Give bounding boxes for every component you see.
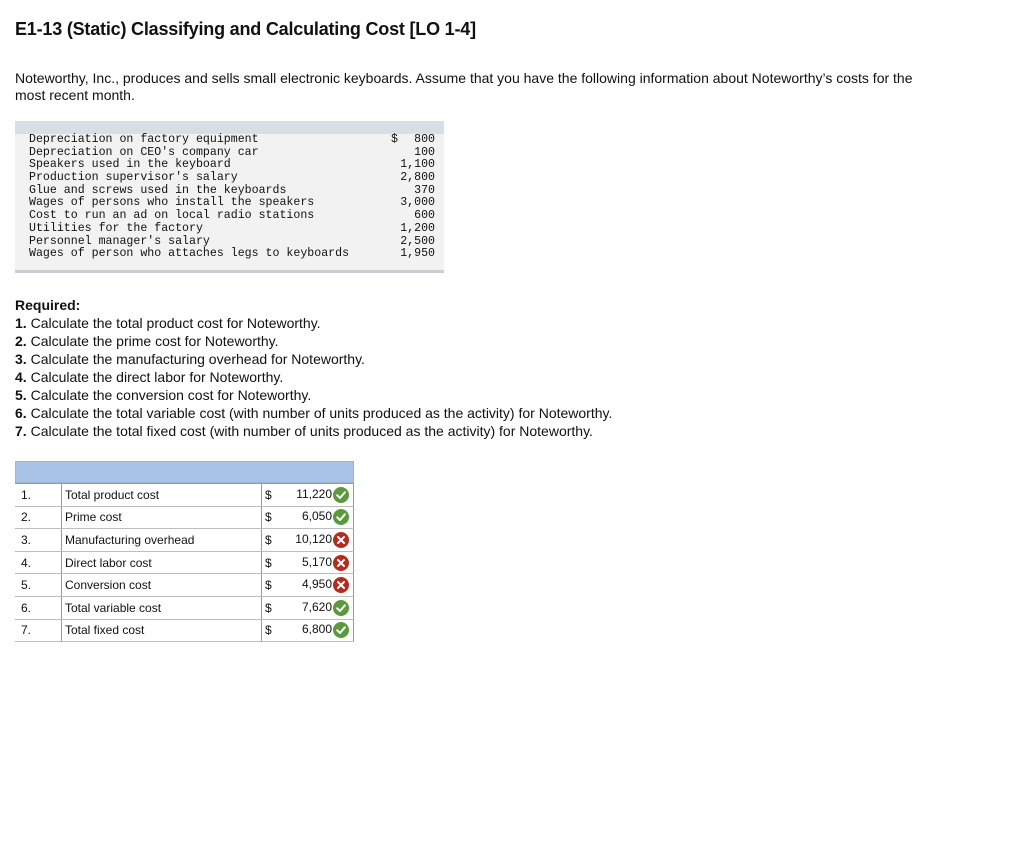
required-item-text: Calculate the total fixed cost (with number of units produced as the activity) for Noteworthy. — [30, 423, 593, 439]
answer-row — [15, 596, 354, 619]
answer-number: 4. — [15, 551, 62, 574]
cost-amount: 1,950 — [400, 247, 435, 261]
required-item — [15, 404, 612, 422]
required-item — [15, 422, 612, 440]
answer-row — [15, 551, 354, 574]
answer-value[interactable]: 7,620 — [301, 599, 332, 614]
answer-value[interactable]: 10,120 — [295, 532, 332, 547]
answer-label: Prime cost — [62, 506, 262, 529]
required-item — [15, 350, 612, 368]
required-item-number: 1. — [15, 315, 27, 331]
answer-number: 1. — [15, 484, 62, 507]
answer-table — [15, 461, 354, 642]
cost-amount: 2,800 — [400, 171, 435, 185]
answer-currency: $ — [262, 551, 276, 574]
required-item-text: Calculate the conversion cost for Noteworthy. — [30, 387, 312, 403]
incorrect-x-icon — [333, 577, 349, 593]
required-item-text: Calculate the total variable cost (with number of units produced as the activity) for Noteworthy. — [30, 405, 613, 421]
cost-label: Utilities for the factory — [29, 221, 203, 235]
answer-value-cell — [275, 506, 354, 529]
correct-check-icon — [333, 600, 349, 616]
required-section — [15, 296, 612, 440]
cost-amount: 2,500 — [400, 234, 435, 248]
required-item-number: 5. — [15, 387, 27, 403]
answer-value-cell — [275, 551, 354, 574]
answer-label: Direct labor cost — [62, 551, 262, 574]
cost-amount: 800 — [414, 133, 435, 146]
cost-box-bottom-bar — [15, 270, 444, 273]
cost-label: Cost to run an ad on local radio stations — [29, 209, 315, 223]
required-item-number: 7. — [15, 423, 27, 439]
correct-check-icon — [333, 509, 349, 525]
cost-row — [29, 172, 435, 185]
cost-amount: 100 — [414, 145, 435, 159]
required-item — [15, 386, 612, 404]
answer-label: Total variable cost — [62, 596, 262, 619]
answer-table-header — [15, 461, 354, 483]
answer-currency: $ — [262, 574, 276, 597]
answer-value[interactable]: 5,170 — [301, 554, 332, 569]
cost-row — [29, 134, 435, 147]
required-item-number: 2. — [15, 333, 27, 349]
cost-label: Wages of persons who install the speakers — [29, 196, 315, 210]
problem-intro: Noteworthy, Inc., produces and sells small electronic keyboards. Assume that you have the following information about Noteworthy’s costs for the most recent month. — [15, 70, 913, 103]
cost-amount: 3,000 — [400, 196, 435, 210]
cost-label: Speakers used in the keyboard — [29, 158, 231, 172]
answer-value[interactable]: 6,800 — [301, 622, 332, 637]
required-item-text: Calculate the total product cost for Noteworthy. — [30, 315, 321, 331]
answer-table-body — [15, 484, 354, 642]
required-item — [15, 368, 612, 386]
answer-label: Conversion cost — [62, 574, 262, 597]
cost-amount: 1,200 — [400, 221, 435, 235]
answer-number: 6. — [15, 596, 62, 619]
cost-amount: 1,100 — [400, 158, 435, 172]
required-item-text: Calculate the prime cost for Noteworthy. — [30, 333, 279, 349]
answer-currency: $ — [262, 484, 276, 507]
answer-value[interactable]: 4,950 — [301, 577, 332, 592]
cost-row — [29, 223, 435, 236]
required-item-number: 4. — [15, 369, 27, 385]
cost-label: Glue and screws used in the keyboards — [29, 183, 287, 197]
cost-label: Wages of person who attaches legs to keyboards — [29, 247, 350, 261]
answer-value-cell — [275, 596, 354, 619]
page-title: E1-13 (Static) Classifying and Calculating Cost [LO 1-4] — [15, 19, 476, 39]
cost-label: Personnel manager's salary — [29, 234, 210, 248]
cost-amount: 600 — [414, 209, 435, 223]
required-list — [15, 314, 612, 440]
answer-currency: $ — [262, 619, 276, 642]
answer-number: 2. — [15, 506, 62, 529]
answer-label: Total fixed cost — [62, 619, 262, 642]
cost-amount: 370 — [414, 183, 435, 197]
cost-row — [29, 248, 435, 261]
cost-currency: $ — [391, 133, 398, 146]
answer-row — [15, 619, 354, 642]
answer-value-cell — [275, 529, 354, 552]
correct-check-icon — [333, 487, 349, 503]
cost-label: Production supervisor's salary — [29, 171, 238, 185]
required-heading: Required: — [15, 297, 81, 313]
cost-row — [29, 210, 435, 223]
answer-currency: $ — [262, 506, 276, 529]
answer-value-cell — [275, 619, 354, 642]
cost-data-box — [15, 121, 444, 273]
answer-row — [15, 529, 354, 552]
required-item-text: Calculate the direct labor for Noteworthy. — [30, 369, 284, 385]
required-item-number: 6. — [15, 405, 27, 421]
answer-row — [15, 506, 354, 529]
answer-value[interactable]: 11,220 — [296, 486, 332, 501]
answer-value-cell — [275, 574, 354, 597]
required-item — [15, 314, 612, 332]
answer-label: Total product cost — [62, 484, 262, 507]
answer-number: 3. — [15, 529, 62, 552]
required-item-number: 3. — [15, 351, 27, 367]
answer-currency: $ — [262, 596, 276, 619]
answer-value-cell — [275, 484, 354, 507]
incorrect-x-icon — [333, 555, 349, 571]
answer-number: 7. — [15, 619, 62, 642]
answer-row — [15, 484, 354, 507]
correct-check-icon — [333, 622, 349, 638]
answer-row — [15, 574, 354, 597]
cost-label: Depreciation on CEO's company car — [29, 145, 259, 159]
incorrect-x-icon — [333, 532, 349, 548]
cost-list — [29, 134, 435, 261]
answer-number: 5. — [15, 574, 62, 597]
answer-currency: $ — [262, 529, 276, 552]
required-item-text: Calculate the manufacturing overhead for Noteworthy. — [30, 351, 365, 367]
answer-label: Manufacturing overhead — [62, 529, 262, 552]
required-item — [15, 332, 612, 350]
cost-label: Depreciation on factory equipment — [29, 133, 259, 146]
answer-value[interactable]: 6,050 — [301, 509, 332, 524]
